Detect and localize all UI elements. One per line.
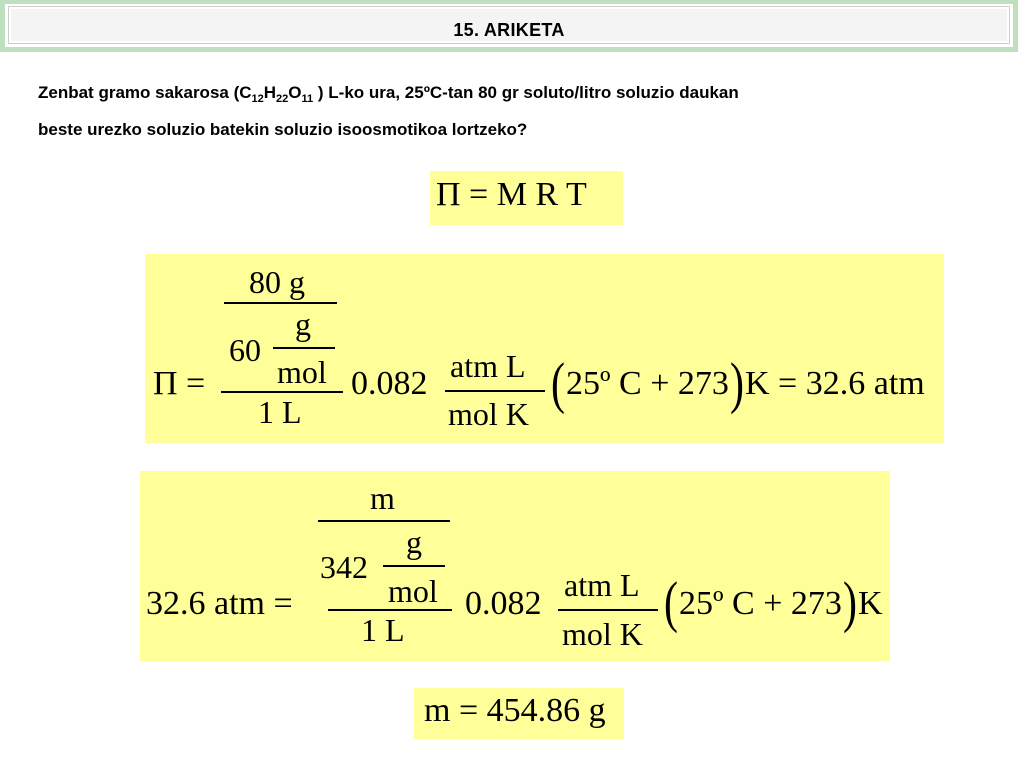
eq1-r-value: 0.082 (351, 365, 428, 402)
pressure-calculation-box (145, 254, 944, 443)
eq2-r-unit-den: mol K (562, 616, 643, 652)
eq2-left-paren: ( (664, 572, 678, 635)
eq1-r-fraction-line (445, 390, 545, 392)
eq1-temperature: 25º C + 273 (566, 365, 729, 402)
result-box (414, 688, 624, 739)
slide-title: 15. ARIKETA (453, 20, 565, 40)
eq2-r-unit-num: atm L (564, 567, 640, 603)
eq2-lhs: 32.6 atm = (146, 585, 293, 622)
osmotic-formula: Π = M R T (436, 176, 587, 213)
eq2-molar-mass-value: 342 (320, 549, 368, 585)
eq1-main-fraction-line (221, 391, 343, 393)
eq2-r-value: 0.082 (465, 585, 542, 622)
question-text-3: O (288, 83, 302, 102)
eq1-unit-fraction-line (273, 347, 335, 349)
eq1-molar-mass-value: 60 (229, 332, 261, 368)
question-line-2: beste urezko soluzio batekin soluzio isoosmotikoa lortzeko? (38, 120, 528, 139)
question-text-1: Zenbat gramo sakarosa (C (38, 83, 252, 102)
eq1-lhs: Π = (153, 365, 206, 402)
eq1-molar-mass-unit-num: g (295, 306, 311, 342)
eq2-mass: m (370, 480, 395, 516)
eq2-molar-mass-unit-den: mol (388, 573, 438, 609)
eq1-left-paren: ( (551, 353, 565, 416)
question-text-2: H (263, 83, 277, 102)
eq1-r-unit-den: mol K (448, 396, 529, 432)
eq1-result: K = 32.6 atm (745, 365, 925, 402)
eq2-temperature: 25º C + 273 (679, 585, 842, 622)
question-text-4: ) L-ko ura, 25ºC-tan 80 gr soluto/litro soluzio daukan (313, 83, 739, 102)
title-inner (8, 6, 1010, 44)
eq2-inner-fraction-line (318, 520, 450, 522)
eq1-volume: 1 L (258, 394, 302, 430)
eq1-mass: 80 g (249, 264, 305, 300)
title-bar (0, 0, 1018, 52)
result-equation: m = 454.86 g (424, 692, 606, 729)
eq1-right-paren: ) (730, 353, 744, 416)
eq2-main-fraction-line (328, 609, 452, 611)
osmotic-formula-box (430, 171, 623, 225)
mass-calculation-box (140, 471, 890, 661)
subscript-h: 22 (276, 93, 289, 105)
subscript-o: 11 (301, 93, 314, 105)
eq2-volume: 1 L (361, 612, 405, 648)
eq2-unit-fraction-line (383, 565, 445, 567)
eq2-molar-mass-unit-num: g (406, 524, 422, 560)
eq1-r-unit-num: atm L (450, 348, 526, 384)
problem-statement (38, 74, 998, 148)
eq2-unit-k: K (858, 585, 883, 622)
eq2-right-paren: ) (843, 572, 857, 635)
eq1-inner-fraction-line (224, 302, 337, 304)
eq2-r-fraction-line (558, 609, 658, 611)
subscript-c: 12 (251, 93, 264, 105)
eq1-molar-mass-unit-den: mol (277, 354, 327, 390)
